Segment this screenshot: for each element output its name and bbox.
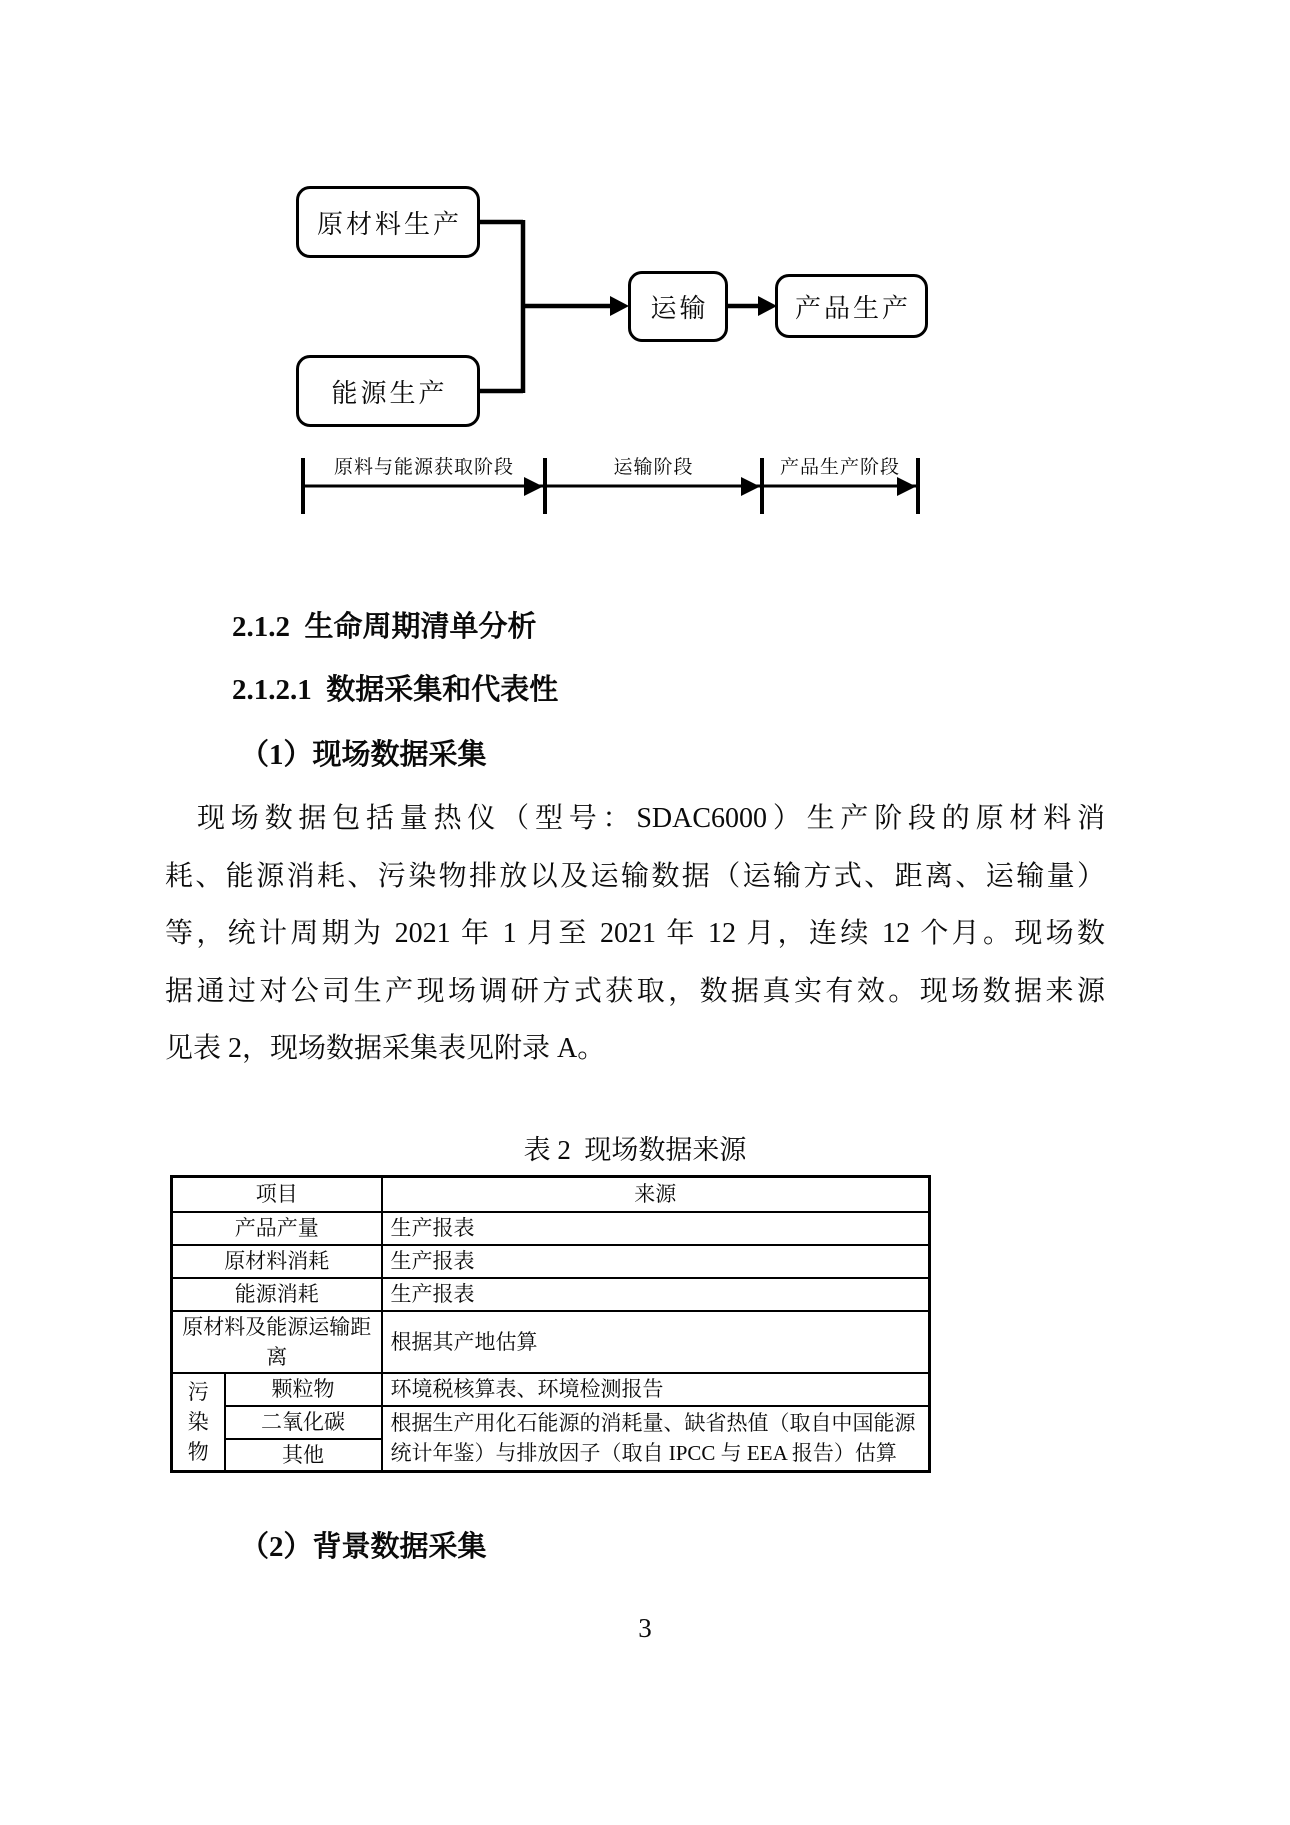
flow-box-product-production: [775, 274, 928, 338]
paragraph-line: 见表 2，现场数据采集表见附录 A。: [165, 1033, 606, 1064]
body-paragraph: [165, 790, 1105, 1078]
table-cell-item: 能源消耗: [172, 1278, 382, 1311]
heading-2-1-2: 2.1.2 生命周期清单分析: [232, 611, 537, 643]
timeline-stage-transport-label: 运输阶段: [613, 457, 694, 478]
flow-box-raw-material-label: 原材料生产: [316, 209, 462, 239]
table-cell-source: 根据生产用化石能源的消耗量、缺省热值（取自中国能源统计年鉴）与排放因子（取自 IPCC 与 EEA 报告）估算: [382, 1406, 930, 1472]
heading-item2-background-data: （2）背景数据采集: [240, 1531, 487, 1563]
table-caption: 表 2 现场数据来源: [523, 1135, 747, 1165]
table-row: [172, 1373, 930, 1406]
table-header-item: 项目: [172, 1177, 382, 1212]
flow-box-transport: [628, 271, 728, 342]
table-cell-pollutant-group: 污染物: [172, 1373, 225, 1472]
table-cell-source: 生产报表: [382, 1212, 930, 1245]
heading-2-1-2-1: 2.1.2.1 数据采集和代表性: [232, 674, 559, 706]
paragraph-line: 耗、能源消耗、污染物排放以及运输数据（运输方式、距离、运输量）: [165, 860, 1105, 892]
flow-box-product-label: 产品生产: [794, 293, 911, 323]
heading-item1-field-data: （1）现场数据采集: [240, 739, 487, 771]
table-cell-item: 其他: [225, 1439, 382, 1472]
table-cell-item: 原材料消耗: [172, 1245, 382, 1278]
table-cell-item: 颗粒物: [225, 1373, 382, 1406]
paragraph-line: 等，统计周期为 2021 年 1 月至 2021 年 12 月，连续 12 个月。现场数: [165, 918, 1105, 949]
table-row: [172, 1212, 930, 1245]
table-row: [172, 1406, 930, 1439]
table-cell-item: 二氧化碳: [225, 1406, 382, 1439]
table-cell-item: 原材料及能源运输距离: [172, 1311, 382, 1373]
flow-box-energy-production: [296, 355, 480, 427]
timeline-stage-acquisition-label: 原料与能源获取阶段: [333, 457, 514, 478]
table-header-row: [172, 1177, 930, 1212]
flow-box-raw-material-production: [296, 186, 480, 258]
table-header-source: 来源: [382, 1177, 930, 1212]
table-row: [172, 1311, 930, 1373]
paragraph-line: 现场数据包括量热仪（型号：SDAC6000）生产阶段的原材料消: [197, 803, 1105, 834]
table-cell-source: 生产报表: [382, 1245, 930, 1278]
flow-box-energy-label: 能源生产: [331, 378, 448, 408]
table-cell-source: 根据其产地估算: [382, 1311, 930, 1373]
data-source-table: [170, 1175, 931, 1473]
table-row: [172, 1245, 930, 1278]
table-cell-item: 产品产量: [172, 1212, 382, 1245]
flow-box-transport-label: 运输: [650, 294, 709, 323]
table-row: [172, 1278, 930, 1311]
timeline-stage-production-label: 产品生产阶段: [779, 457, 900, 478]
page-number: 3: [638, 1613, 652, 1643]
paragraph-line: 据通过对公司生产现场调研方式获取，数据真实有效。现场数据来源: [165, 975, 1105, 1007]
table-cell-source: 生产报表: [382, 1278, 930, 1311]
table-cell-source: 环境税核算表、环境检测报告: [382, 1373, 930, 1406]
